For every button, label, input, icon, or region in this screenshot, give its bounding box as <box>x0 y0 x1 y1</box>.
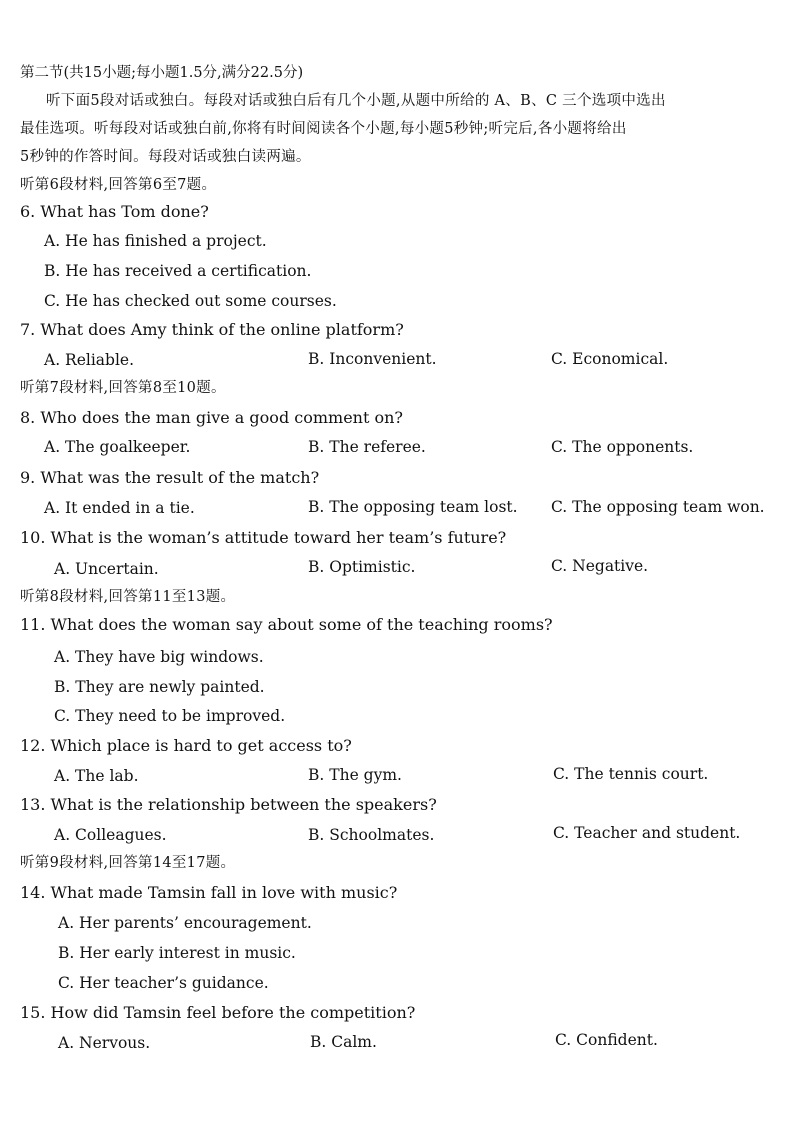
option-c: C. Confident. <box>555 1031 658 1049</box>
option-c: C. The opponents. <box>551 438 694 456</box>
option-a: A. They have big windows. <box>54 648 264 666</box>
group-intro: 听第6段材料,回答第6至7题。 <box>20 177 217 193</box>
instructions-line: 最佳选项。听每段对话或独白前,你将有时间阅读各个小题,每小题5秒钟;听完后,各小题将给出 <box>20 121 627 137</box>
option-b: B. Calm. <box>310 1033 377 1051</box>
instructions-line: 5秒钟的作答时间。每段对话或独白读两遍。 <box>20 149 311 165</box>
option-c: C. Negative. <box>551 557 649 575</box>
group-intro: 听第8段材料,回答第11至13题。 <box>20 589 236 605</box>
option-b: B. They are newly painted. <box>54 678 265 696</box>
option-c: C. He has checked out some courses. <box>44 292 337 310</box>
option-c: C. The opposing team won. <box>551 498 765 516</box>
option-c: C. Teacher and student. <box>553 824 741 842</box>
question-stem: 12. Which place is hard to get access to? <box>20 736 352 755</box>
option-c: C. Economical. <box>551 350 669 368</box>
question-stem: 11. What does the woman say about some of the teaching rooms? <box>20 615 553 634</box>
option-a: A. Uncertain. <box>54 560 159 578</box>
question-stem: 14. What made Tamsin fall in love with music? <box>20 883 398 902</box>
option-b: B. Inconvenient. <box>308 350 437 368</box>
option-c: C. Her teacher’s guidance. <box>58 974 269 992</box>
section-header: 第二节(共15小题;每小题1.5分,满分22.5分) <box>20 65 304 81</box>
option-a: A. Colleagues. <box>54 826 167 844</box>
option-a: A. Nervous. <box>58 1034 151 1052</box>
option-b: B. Schoolmates. <box>308 826 435 844</box>
question-stem: 10. What is the woman’s attitude toward her team’s future? <box>20 528 507 547</box>
option-a: A. The lab. <box>54 767 139 785</box>
option-b: B. The gym. <box>308 766 402 784</box>
question-stem: 8. Who does the man give a good comment on? <box>20 408 404 427</box>
option-a: A. He has finished a project. <box>44 232 267 250</box>
question-stem: 15. How did Tamsin feel before the competition? <box>20 1003 416 1022</box>
option-a: A. Reliable. <box>44 351 135 369</box>
option-c: C. They need to be improved. <box>54 707 286 725</box>
question-stem: 6. What has Tom done? <box>20 202 209 221</box>
option-a: A. It ended in a tie. <box>44 499 195 517</box>
group-intro: 听第7段材料,回答第8至10题。 <box>20 380 226 396</box>
option-a: A. Her parents’ encouragement. <box>58 914 312 932</box>
option-b: B. Optimistic. <box>308 558 416 576</box>
question-stem: 13. What is the relationship between the speakers? <box>20 795 437 814</box>
group-intro: 听第9段材料,回答第14至17题。 <box>20 855 236 871</box>
question-stem: 7. What does Amy think of the online platform? <box>20 320 404 339</box>
option-c: C. The tennis court. <box>553 765 709 783</box>
question-stem: 9. What was the result of the match? <box>20 468 320 487</box>
option-a: A. The goalkeeper. <box>44 438 191 456</box>
instructions-line: 听下面5段对话或独白。每段对话或独白后有几个小题,从题中所给的 A、B、C 三个选项中选出 <box>46 93 666 109</box>
option-b: B. The opposing team lost. <box>308 498 518 516</box>
option-b: B. He has received a certification. <box>44 262 312 280</box>
option-b: B. Her early interest in music. <box>58 944 296 962</box>
option-b: B. The referee. <box>308 438 426 456</box>
